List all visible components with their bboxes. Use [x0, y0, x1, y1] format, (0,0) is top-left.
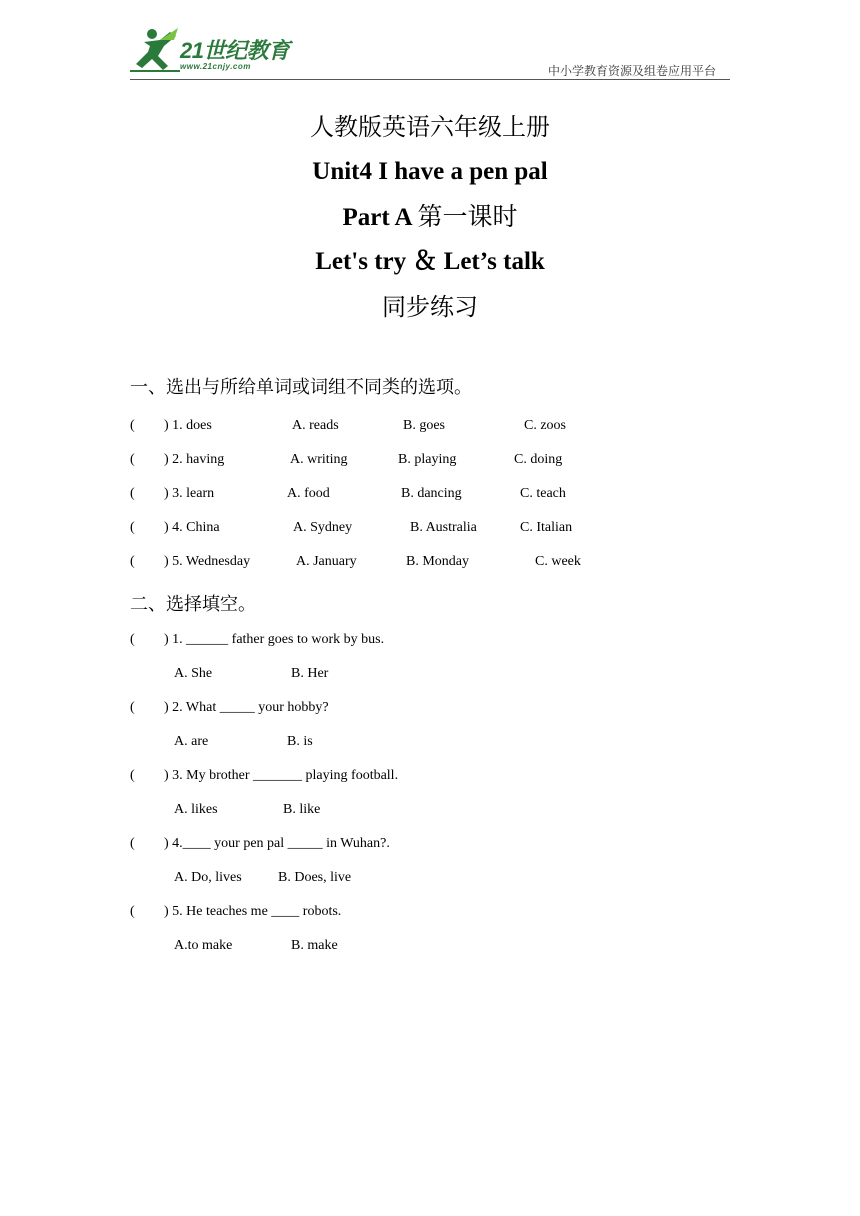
answer-paren: ( [130, 554, 135, 569]
question-text: ) 1. ______ father goes to work by bus. [164, 632, 385, 647]
answer-paren: ( [130, 520, 135, 535]
option-a: A. Sydney [293, 520, 353, 535]
question-word: ) 2. having [164, 452, 225, 467]
section2-heading: 二、选择填空。 [130, 594, 256, 615]
question-word: ) 1. does [164, 418, 212, 433]
answer-paren: ( [130, 904, 135, 919]
title-part [0, 202, 860, 233]
option-a: A. writing [290, 452, 348, 467]
option-a: A. likes [174, 802, 218, 817]
option-a: A. reads [292, 418, 339, 433]
page-header [130, 22, 730, 82]
option-b: B. goes [403, 418, 445, 433]
option-a: A. are [174, 734, 209, 749]
option-b: B. Does, live [278, 870, 352, 885]
answer-paren: ( [130, 836, 135, 851]
option-a: A.to make [174, 938, 233, 953]
option-a: A. Do, lives [174, 870, 242, 885]
question-word: ) 4. China [164, 520, 220, 535]
option-c: C. teach [520, 486, 566, 501]
option-b: B. like [283, 802, 321, 817]
question-text: ) 5. He teaches me ____ robots. [164, 904, 342, 919]
answer-paren: ( [130, 632, 135, 647]
option-b: B. is [287, 734, 313, 749]
answer-paren: ( [130, 452, 135, 467]
logo [130, 26, 300, 74]
header-divider [130, 79, 730, 80]
option-a: A. food [287, 486, 330, 501]
option-a: A. She [174, 666, 213, 681]
option-b: B. Australia [410, 520, 477, 535]
option-c: C. week [535, 554, 581, 569]
option-c: C. Italian [520, 520, 573, 535]
option-b: B. Her [291, 666, 329, 681]
option-c: C. doing [514, 452, 563, 467]
question-word: ) 5. Wednesday [164, 554, 251, 569]
title-lessons: Let's try ＆ Let’s talk [315, 248, 545, 275]
title-grade: 人教版英语六年级上册 [310, 113, 550, 141]
answer-paren: ( [130, 486, 135, 501]
logo-text: 21世纪教育 [180, 38, 290, 63]
question-word: ) 3. learn [164, 486, 215, 501]
question-text: ) 4.____ your pen pal _____ in Wuhan?. [164, 836, 390, 851]
option-b: B. Monday [406, 554, 469, 569]
title-part-cn: 第一课时 [417, 202, 518, 231]
option-b: B. dancing [401, 486, 462, 501]
title-unit: Unit4 I have a pen pal [312, 158, 548, 185]
answer-paren: ( [130, 418, 135, 433]
title-part-en: Part A [342, 204, 412, 231]
logo-url: www.21cnjy.com [180, 62, 251, 71]
answer-paren: ( [130, 768, 135, 783]
runner-logo-icon [130, 26, 180, 74]
section1-heading: 一、选出与所给单词或词组不同类的选项。 [130, 377, 472, 398]
option-b: B. make [291, 938, 338, 953]
answer-paren: ( [130, 700, 135, 715]
question-text: ) 2. What _____ your hobby? [164, 700, 329, 715]
header-platform-text: 中小学教育资源及组卷应用平台 [547, 64, 716, 78]
title-practice: 同步练习 [382, 293, 478, 321]
option-c: C. zoos [524, 418, 566, 433]
option-a: A. January [296, 554, 357, 569]
question-text: ) 3. My brother _______ playing football. [164, 768, 399, 783]
option-b: B. playing [398, 452, 457, 467]
